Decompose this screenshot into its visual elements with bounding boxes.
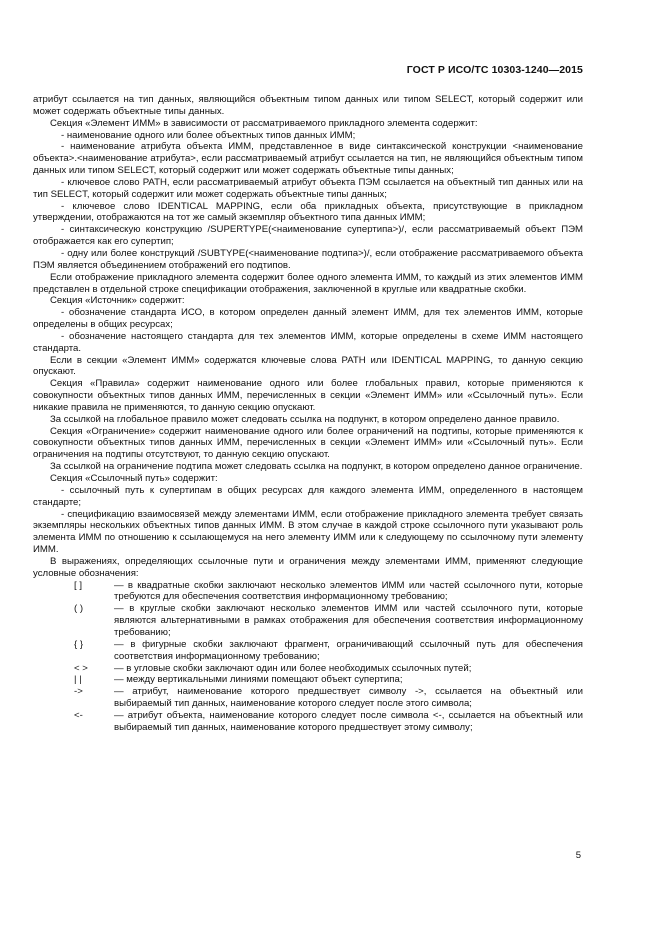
paragraph: Если в секции «Элемент ИММ» содержатся ключевые слова PATH или IDENTICAL MAPPING, то данную секцию опускают. (33, 354, 583, 378)
symbol-description: — атрибут объекта, наименование которого следует после символа <-, ссылается на объектный или выбираемый тип данных, наименование которого предшествует этому символу; (114, 709, 583, 733)
list-item: - синтаксическую конструкцию /SUPERTYPE(<наименование супертипа>)/, если рассматриваемый объект ПЭМ отображается как его супертип; (33, 224, 583, 248)
paragraph: За ссылкой на глобальное правило может следовать ссылка на подпункт, в котором определено данное правило. (50, 413, 560, 425)
symbol-description: — в круглые скобки заключают несколько элементов ИММ или частей ссылочного пути, которые являются альтернативными в рамках отображения для обеспечения соответствия информационному требованию; (114, 603, 583, 638)
symbol-row (33, 580, 583, 604)
symbol-description: — в угловые скобки заключают один или более необходимых ссылочных путей; (114, 662, 472, 674)
symbol-row (33, 674, 583, 686)
list-item: - обозначение стандарта ИСО, в котором определен данный элемент ИММ, для тех элементов ИММ, которые определены в общих ресурсах; (33, 307, 583, 331)
symbol-row (33, 710, 583, 734)
list-item: - обозначение настоящего стандарта для тех элементов ИММ, которые определены в схеме ИММ настоящего стандарта. (33, 330, 583, 354)
list-item: - ключевое слово IDENTICAL MAPPING, если оба прикладных объекта, присутствующие в прикладном утверждении, отображаются на тот же самый экземпляр объектного типа данных ИММ; (33, 200, 583, 224)
paragraph: Секция «Ограничение» содержит наименование одного или более ограничений на подтипы, которые применяются к совокупности объектных типов данных ИММ, перечисленных в секции «Элемент ИММ» или «Ссылочный путь». Если ограничения на подтипы отсутствуют, то данную секцию опускают. (33, 425, 583, 461)
symbol-description: — в квадратные скобки заключают несколько элементов ИММ или частей ссылочного пути, которые требуются для обеспечения соответствия информационному требованию; (114, 579, 583, 603)
symbol: [ ] (74, 579, 82, 591)
paragraph: Секция «Правила» содержит наименование одного или более глобальных правил, которые применяются к совокупности объектных типов данных ИММ, перечисленных в секции «Элемент ИММ» или «Ссылочный путь». Если никакие правила не применяются, то данную секцию опускают. (33, 378, 583, 413)
paragraph: атрибут ссылается на тип данных, являющийся объектным типом данных или типом SELECT, который содержит или может содержать объектные типы данных. (33, 94, 583, 117)
list-item: - наименование атрибута объекта ИММ, представленное в виде синтаксической конструкции <наименование объекта>.<наименование атрибута>, если рассматриваемый атрибут ссылается на тип, не являющийся объектным типом данных или типом SELECT, который содержит или может содержать объектные типы данных; (33, 141, 583, 177)
symbol: -> (74, 686, 83, 698)
list-item: - ссылочный путь к супертипам в общих ресурсах для каждого элемента ИММ, определенного в настоящем стандарте; (33, 484, 583, 508)
list-item: - одну или более конструкций /SUBTYPE(<наименование подтипа>)/, если отображение рассматриваемого объекта ПЭМ является объединением отображений его подтипов. (33, 247, 583, 271)
symbol-description: — в фигурные скобки заключают фрагмент, ограничивающий ссылочный путь для обеспечения соответствия информационному требованию; (114, 638, 583, 662)
paragraph: За ссылкой на ограничение подтипа может следовать ссылка на подпункт, в котором определено данное ограничение. (50, 461, 583, 473)
symbol: ( ) (74, 603, 84, 615)
symbol-description: — между вертикальными линиями помещают объект супертипа; (114, 674, 403, 686)
symbol: <- (74, 709, 83, 721)
symbol-description: — атрибут, наименование которого предшествует символу ->, ссылается на объектный или выбираемый тип данных, наименование которого следует после этого символа; (114, 686, 583, 710)
symbol-row (33, 686, 583, 710)
list-item: - наименование одного или более объектных типов данных ИММ; (61, 129, 356, 141)
list-item: - спецификацию взаимосвязей между элементами ИММ, если отображение прикладного элемента требует связать экземпляры нескольких объектных типов данных ИММ. В этом случае в каждой строке ссылочного пути указывают роль элемента ИММ по отношению к ссылающемуся на него элементу ИММ или к следующему по ссылочному пути элементу ИММ. (33, 508, 583, 556)
paragraph: Секция «Элемент ИММ» в зависимости от рассматриваемого прикладного элемента содержит: (50, 117, 478, 129)
list-item: - ключевое слово PATH, если рассматриваемый атрибут объекта ПЭМ ссылается на объектный тип данных или на тип SELECT, который содержит или может содержать объектные типы данных; (33, 176, 583, 200)
standard-header: ГОСТ Р ИСО/ТС 10303-1240—2015 (406, 64, 583, 76)
page-number: 5 (575, 850, 581, 861)
document-body (33, 94, 583, 734)
symbol: | | (74, 674, 82, 686)
symbol: < > (74, 662, 88, 674)
symbol-row (33, 663, 583, 675)
symbol: { } (74, 638, 84, 650)
paragraph: Секция «Источник» содержит: (50, 295, 185, 307)
symbol-row (33, 603, 583, 639)
paragraph: В выражениях, определяющих ссылочные пути и ограничения между элементами ИММ, применяют следующие условные обозначения: (33, 555, 583, 579)
paragraph: Если отображение прикладного элемента содержит более одного элемента ИММ, то каждый из этих элементов ИММ представлен в отдельной строке спецификации отображения, заключенной в круглые или квадратные скобки. (33, 271, 583, 295)
paragraph: Секция «Ссылочный путь» содержит: (50, 473, 218, 484)
symbol-row (33, 639, 583, 663)
